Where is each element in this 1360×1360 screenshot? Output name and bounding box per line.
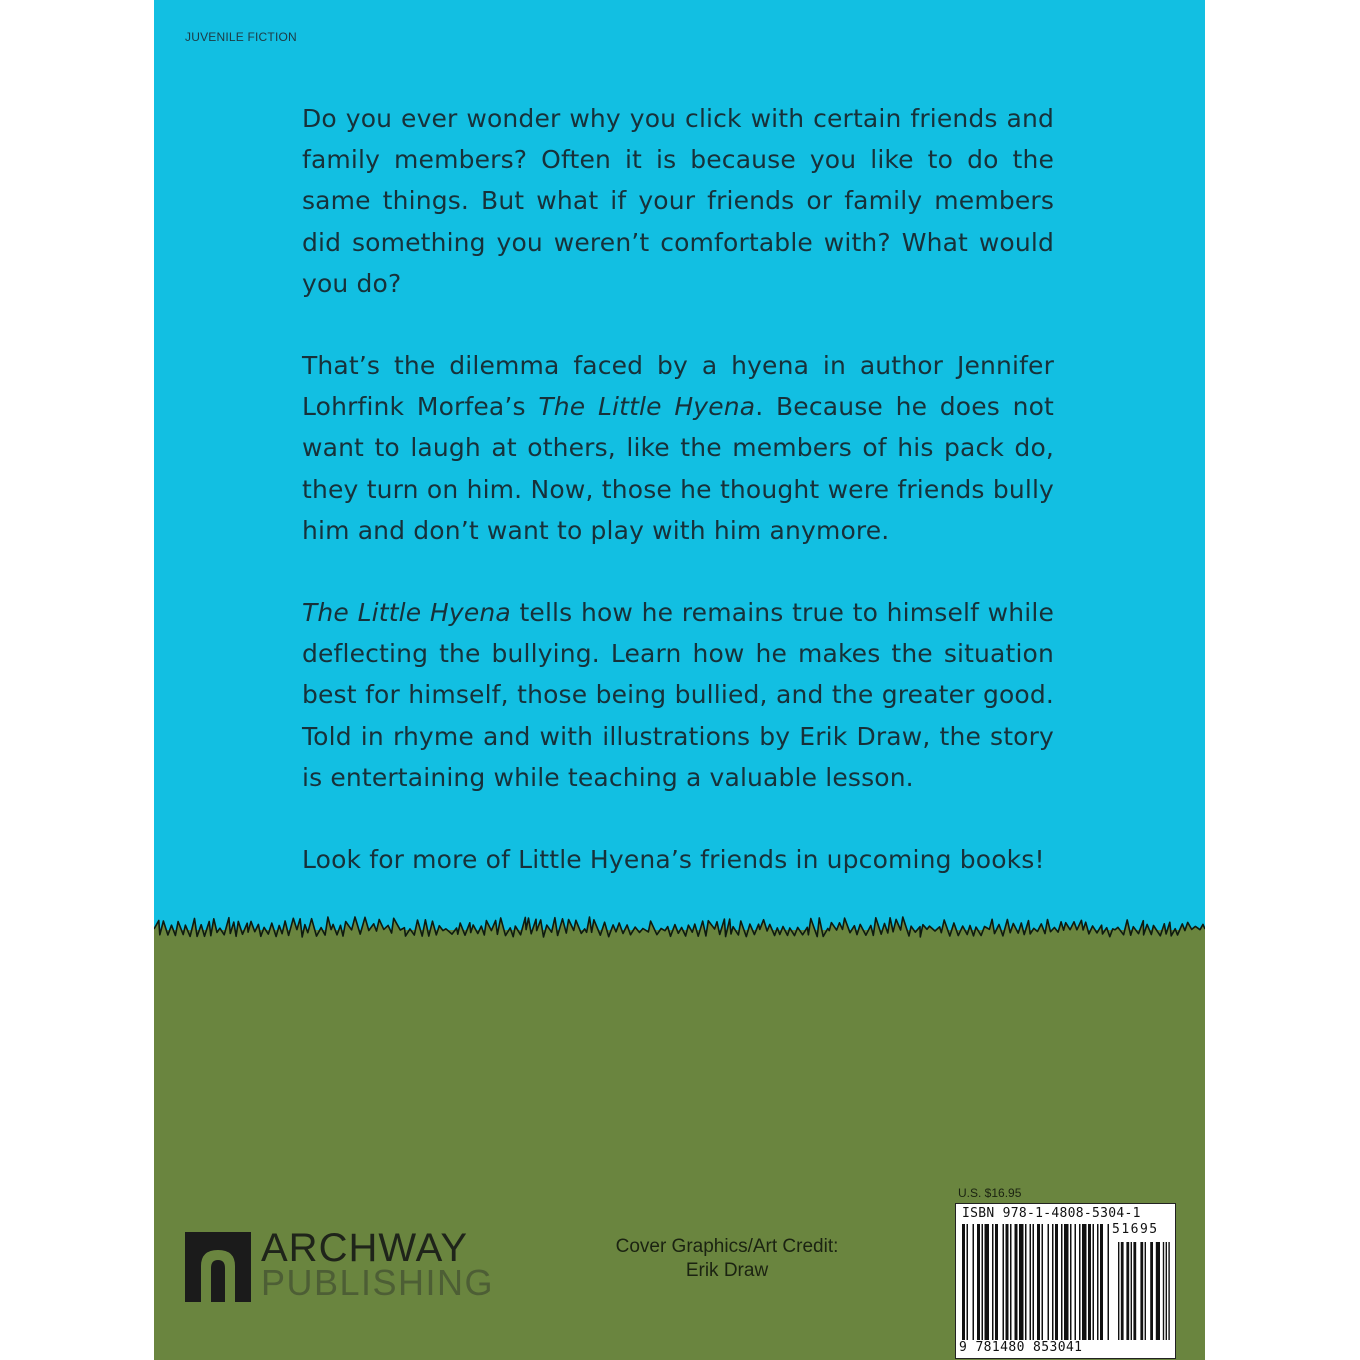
addon-bar xyxy=(1118,1242,1119,1340)
barcode-bar xyxy=(992,1224,994,1340)
barcode-bar xyxy=(973,1224,975,1340)
blurb-p3-end: tells how he remains true to himself while deflecting the bullying. Learn how he makes the situation best for himself, those being bullied, and the greater good. Told in rhyme and with illustrations by Erik Draw, the story is entertaining while teaching a valuable lesson. xyxy=(302,598,1054,792)
category-label: JUVENILE FICTION xyxy=(185,30,297,44)
barcode-bar xyxy=(985,1224,990,1340)
blurb-paragraph-3 xyxy=(302,592,1054,798)
addon-bar xyxy=(1145,1242,1146,1340)
barcode-bar xyxy=(1003,1224,1005,1340)
barcode-bar xyxy=(1088,1224,1091,1340)
barcode-bar xyxy=(1108,1224,1110,1340)
addon-bar xyxy=(1156,1242,1160,1340)
barcode-bar xyxy=(1048,1224,1050,1340)
art-credit-label: Cover Graphics/Art Credit: xyxy=(615,1236,839,1257)
barcode-bar xyxy=(1006,1224,1009,1340)
barcode-bar xyxy=(1070,1224,1072,1340)
barcode-bar xyxy=(977,1224,980,1340)
barcode-bar xyxy=(1042,1224,1044,1340)
price-label: U.S. $16.95 xyxy=(958,1186,1022,1200)
archway-arch-icon xyxy=(185,1232,251,1302)
addon-bar xyxy=(1133,1242,1136,1340)
barcode-bar xyxy=(1100,1224,1103,1340)
book-title-ref: The Little Hyena xyxy=(302,598,511,628)
barcode-bar xyxy=(995,1224,998,1340)
blurb-paragraph-4: Look for more of Little Hyena’s friends in upcoming books! xyxy=(302,845,1045,875)
barcode-bar xyxy=(1010,1224,1012,1340)
barcode-bar xyxy=(1097,1224,1099,1340)
barcode-bar xyxy=(1037,1224,1040,1340)
blurb-paragraph-2 xyxy=(302,345,1054,551)
addon-bar xyxy=(1166,1242,1167,1340)
art-credit xyxy=(584,1235,870,1283)
addon-bar xyxy=(1140,1242,1143,1340)
barcode-bar xyxy=(1079,1224,1081,1340)
ean-digits: 9 781480 853041 xyxy=(959,1340,1083,1355)
publisher-name: ARCHWAY xyxy=(261,1226,468,1270)
barcode-bars xyxy=(960,1224,1172,1342)
barcode-bar xyxy=(962,1224,965,1340)
blurb-paragraph-1: Do you ever wonder why you click with certain friends and family members? Often it is because you like to do the same things. But what if your friends or family members did something you weren’t comfortable with? What would you do? xyxy=(302,104,1054,298)
addon-bar xyxy=(1126,1242,1129,1340)
blurb-p2-end: . Because he does not want to laugh at others, like the members of his pack do, they turn on him. Now, those he thought were friends bully him and don’t want to play with him anymore. xyxy=(302,392,1055,545)
barcode-bar xyxy=(1015,1224,1018,1340)
barcode-bar xyxy=(1061,1224,1063,1340)
back-cover xyxy=(154,0,1205,1360)
isbn-barcode xyxy=(955,1203,1176,1359)
book-title-ref: The Little Hyena xyxy=(538,392,756,422)
addon-bar xyxy=(1168,1242,1169,1340)
publisher-subname: PUBLISHING xyxy=(261,1262,495,1303)
barcode-bar xyxy=(1052,1224,1054,1340)
art-credit-name: Erik Draw xyxy=(685,1260,769,1281)
barcode-bar xyxy=(1055,1224,1058,1340)
barcode-bar xyxy=(1093,1224,1095,1340)
addon-bar xyxy=(1163,1242,1164,1340)
addon-bar xyxy=(1150,1242,1153,1340)
blurb-p2-start: That’s the dilemma faced by a hyena in author Jennifer Lohrfink Morfea’s xyxy=(302,351,1054,422)
addon-bar xyxy=(1131,1242,1132,1340)
barcode-bar xyxy=(1019,1224,1024,1340)
barcode-bar xyxy=(1030,1224,1032,1340)
publisher-logo xyxy=(185,1226,505,1304)
addon-bar xyxy=(1121,1242,1124,1340)
barcode-bar xyxy=(1064,1224,1069,1340)
isbn-number: ISBN 978-1-4808-5304-1 xyxy=(962,1206,1141,1221)
barcode-bar xyxy=(1082,1224,1087,1340)
barcode-bar xyxy=(1033,1224,1035,1340)
barcode-bar xyxy=(1025,1224,1027,1340)
barcode-bar xyxy=(982,1224,984,1340)
blurb-text xyxy=(302,98,1054,921)
barcode-bar xyxy=(1075,1224,1077,1340)
barcode-bar xyxy=(967,1224,969,1340)
price-addon-digits: 51695 xyxy=(1112,1222,1159,1237)
